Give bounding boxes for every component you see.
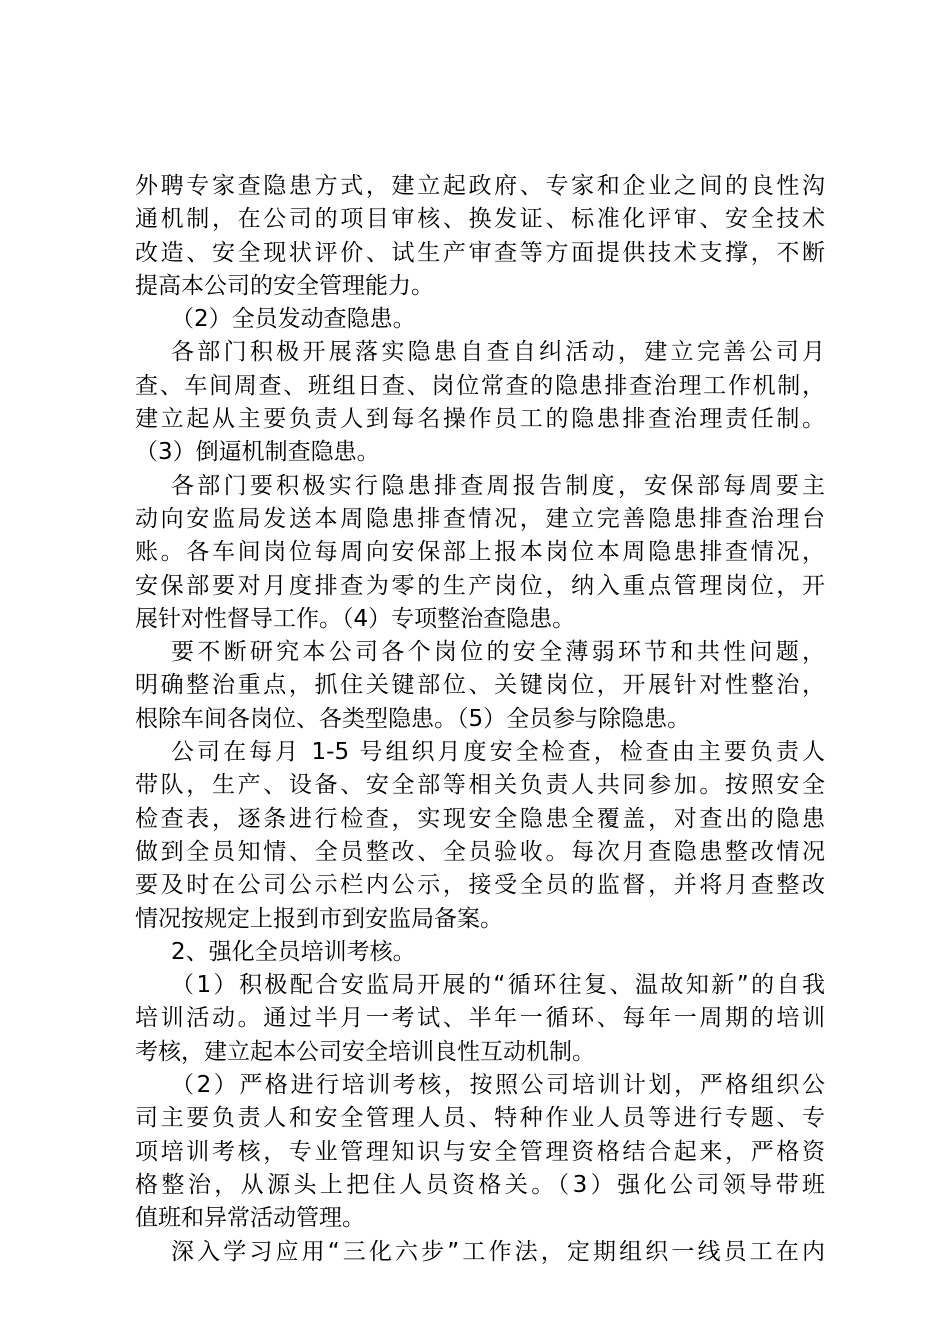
text-line: 各部门要积极实行隐患排查周报告制度，安保部每周要主 (171, 472, 825, 499)
text-line: 改造、安全现状评价、试生产审查等方面提供技术支撑，不断 (135, 239, 825, 266)
text-line: 安保部要对月度排查为零的生产岗位，纳入重点管理岗位，开 (135, 572, 825, 599)
text-line: 提高本公司的安全管理能力。 (135, 272, 434, 299)
text-line: 公司在每月 1-5 号组织月度安全检查，检查由主要负责人 (171, 739, 825, 766)
text-line: 要及时在公司公示栏内公示，接受全员的监督，并将月查整改 (135, 872, 825, 899)
text-line: （2）严格进行培训考核，按照公司培训计划，严格组织公 (171, 1072, 825, 1099)
text-line: 查、车间周查、班组日查、岗位常查的隐患排查治理工作机制， (135, 372, 825, 399)
text-line: 做到全员知情、全员整改、全员验收。每次月查隐患整改情况 (135, 838, 825, 865)
text-line: 格整治，从源头上把住人员资格关。（3）强化公司领导带班 (135, 1171, 825, 1198)
text-line: 值班和异常活动管理。 (135, 1205, 365, 1232)
text-line: 外聘专家查隐患方式，建立起政府、专家和企业之间的良性沟 (135, 173, 825, 199)
body-text (135, 170, 825, 1269)
section-heading: （2）全员发动查隐患。 (171, 306, 416, 333)
text-line: 考核，建立起本公司安全培训良性互动机制。 (135, 1038, 595, 1065)
text-line: 账。各车间岗位每周向安保部上报本岗位本周隐患排查情况， (135, 539, 825, 566)
text-line: 通机制，在公司的项目审核、换发证、标准化评审、安全技术 (135, 206, 825, 233)
text-line: 深入学习应用“三化六步”工作法，定期组织一线员工在内 (171, 1238, 825, 1265)
text-line: 展针对性督导工作。（4）专项整治查隐患。 (135, 605, 576, 632)
section-heading: （3）倒逼机制查隐患。 (135, 439, 380, 466)
text-line: （1）积极配合安监局开展的“循环往复、温故知新”的自我 (171, 972, 825, 999)
text-line: 根除车间各岗位、各类型隐患。（5）全员参与除隐患。 (135, 705, 691, 732)
section-heading: 2、强化全员培训考核。 (171, 938, 416, 965)
text-line: 司主要负责人和安全管理人员、特种作业人员等进行专题、专 (135, 1105, 825, 1132)
text-line: 建立起从主要负责人到每名操作员工的隐患排查治理责任制。 (135, 406, 825, 433)
text-line: 项培训考核，专业管理知识与安全管理资格结合起来，严格资 (135, 1138, 825, 1165)
text-line: 带队，生产、设备、安全部等相关负责人共同参加。按照安全 (135, 772, 825, 799)
text-line: 动向安监局发送本周隐患排查情况，建立完善隐患排查治理台 (135, 505, 825, 532)
text-line: 情况按规定上报到市到安监局备案。 (135, 905, 503, 932)
text-line: 检查表，逐条进行检查，实现安全隐患全覆盖，对查出的隐患 (135, 805, 825, 832)
text-line: 明确整治重点，抓住关键部位、关键岗位，开展针对性整治， (135, 672, 825, 699)
text-line: 要不断研究本公司各个岗位的安全薄弱环节和共性问题， (171, 639, 825, 666)
text-line: 培训活动。通过半月一考试、半年一循环、每年一周期的培训 (135, 1005, 825, 1032)
text-line: 各部门积极开展落实隐患自查自纠活动，建立完善公司月 (171, 339, 825, 366)
